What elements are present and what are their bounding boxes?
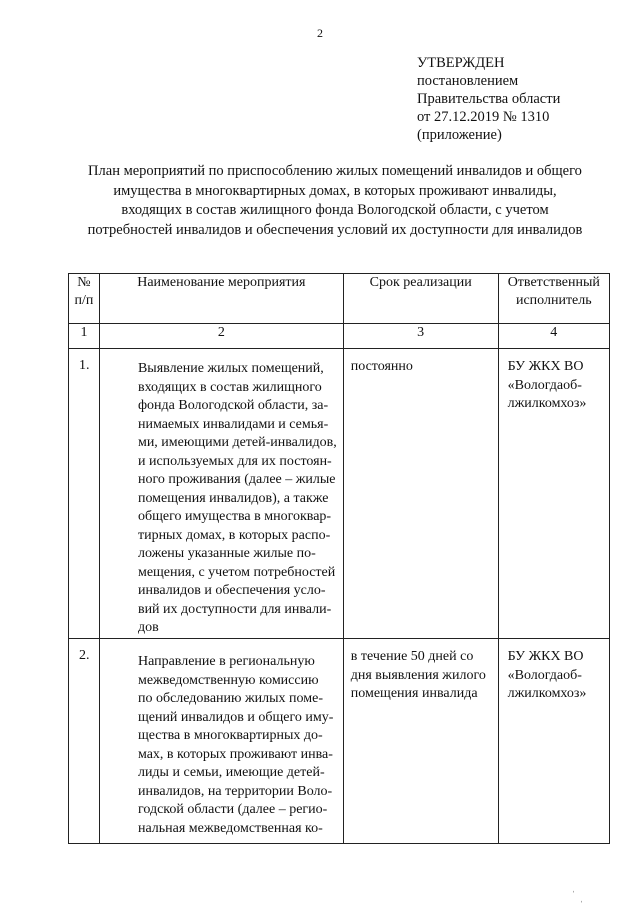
description-line: ми, имеющими детей-инвалидов, bbox=[137, 435, 337, 450]
description-line: инвалидов, на территории Воло- bbox=[137, 783, 333, 799]
description-line: щества в многоквартирных до- bbox=[137, 728, 323, 743]
deadline-line: помещения инвалида bbox=[350, 686, 478, 701]
header-executor-line: исполнитель bbox=[515, 293, 592, 308]
column-number: 1 bbox=[69, 324, 100, 349]
deadline-line: дня выявления жилого bbox=[350, 667, 486, 683]
row-number: 1. bbox=[69, 349, 100, 639]
header-name bbox=[99, 274, 343, 324]
table-row bbox=[69, 349, 610, 639]
description-line: годской области (далее – регио- bbox=[137, 802, 328, 817]
approval-line: постановлением bbox=[417, 73, 519, 89]
executor-line: «Вологдаоб- bbox=[507, 667, 582, 683]
row-number: 2. bbox=[69, 639, 100, 844]
executor-line: лжилкомхоз» bbox=[507, 686, 587, 701]
page-number: 2 bbox=[317, 26, 323, 40]
description-line: межведомственную комиссию bbox=[137, 672, 319, 688]
table-header-row bbox=[69, 274, 610, 324]
deadline-line: постоянно bbox=[350, 359, 413, 374]
description-line: инвалидов и обеспечения усло- bbox=[137, 583, 326, 598]
executor-line: БУ ЖКХ ВО bbox=[507, 649, 584, 664]
description-line: дов bbox=[137, 620, 159, 635]
approval-stamp bbox=[417, 54, 560, 144]
measure-executor bbox=[498, 349, 609, 639]
description-line: входящих в состав жилищного bbox=[137, 379, 322, 395]
description-line: по обследованию жилых поме- bbox=[137, 691, 324, 706]
column-number-row bbox=[69, 324, 610, 349]
title-line: имущества в многоквартирных домах, в которых проживают инвалиды, bbox=[113, 182, 557, 199]
deadline-line: в течение 50 дней со bbox=[350, 649, 474, 664]
description-line: и используемых для их постоян- bbox=[137, 453, 332, 469]
column-number: 2 bbox=[99, 324, 343, 349]
measure-description bbox=[99, 349, 343, 639]
executor-line: БУ ЖКХ ВО bbox=[507, 359, 584, 374]
executor-line: лжилкомхоз» bbox=[507, 396, 587, 411]
description-line: нимаемых инвалидами и семья- bbox=[137, 416, 329, 432]
header-number-line: № bbox=[77, 275, 91, 290]
description-line: Направление в региональную bbox=[137, 654, 315, 669]
header-deadline bbox=[343, 274, 498, 324]
scan-mark: ˈ bbox=[572, 890, 576, 901]
description-line: помещения инвалидов), а также bbox=[137, 490, 329, 506]
description-line: тирных домах, в которых распо- bbox=[137, 527, 331, 543]
description-line: фонда Вологодской области, за- bbox=[137, 398, 329, 413]
title-line: входящих в состав жилищного фонда Вологодской области, с учетом bbox=[121, 202, 549, 218]
header-name-line: Наименование мероприятия bbox=[137, 275, 306, 290]
header-executor bbox=[498, 274, 609, 324]
description-line: лиды и семьи, имеющие детей- bbox=[137, 765, 325, 780]
measure-executor bbox=[498, 639, 609, 844]
description-line: Выявление жилых помещений, bbox=[137, 361, 324, 376]
measure-deadline bbox=[343, 639, 498, 844]
approval-line: Правительства области bbox=[417, 91, 561, 107]
description-line: нальная межведомственная ко- bbox=[137, 820, 323, 836]
document-title bbox=[55, 162, 615, 240]
approval-line: от 27.12.2019 № 1310 bbox=[417, 109, 550, 125]
approval-line: УТВЕРЖДЕН bbox=[417, 55, 505, 71]
executor-line: «Вологдаоб- bbox=[507, 377, 582, 393]
column-number: 4 bbox=[498, 324, 609, 349]
measure-description bbox=[99, 639, 343, 844]
description-line: ложены указанные жилые по- bbox=[137, 546, 316, 561]
description-line: мещения, с учетом потребностей bbox=[137, 564, 336, 580]
measures-table bbox=[68, 273, 610, 844]
header-number-line: п/п bbox=[74, 293, 94, 308]
measure-deadline bbox=[343, 349, 498, 639]
header-number bbox=[69, 274, 100, 324]
column-number: 3 bbox=[343, 324, 498, 349]
title-line: потребностей инвалидов и обеспечения условий их доступности для инвалидов bbox=[87, 221, 583, 238]
table-row bbox=[69, 639, 610, 844]
header-deadline-line: Срок реализации bbox=[369, 275, 472, 290]
description-line: мах, в которых проживают инва- bbox=[137, 746, 333, 762]
title-line: План мероприятий по приспособлению жилых помещений инвалидов и общего bbox=[88, 163, 582, 179]
description-line: вий их доступности для инвали- bbox=[137, 601, 332, 617]
description-line: ного проживания (далее – жилые bbox=[137, 472, 336, 487]
description-line: общего имущества в многоквар- bbox=[137, 509, 332, 524]
header-executor-line: Ответственный bbox=[507, 275, 600, 290]
approval-line: (приложение) bbox=[417, 127, 502, 143]
description-line: щений инвалидов и общего иму- bbox=[137, 709, 334, 725]
scan-mark: ˌ bbox=[580, 892, 584, 903]
